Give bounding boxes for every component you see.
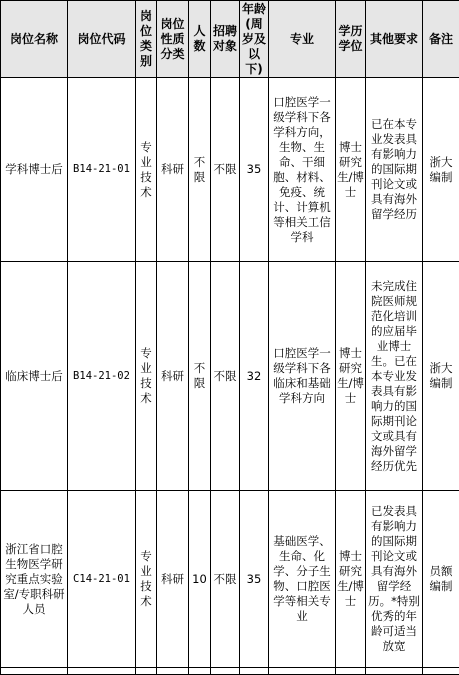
cell-nature: 科研 (157, 491, 189, 668)
cell-edu: 博士研究生/博士 (336, 491, 366, 668)
header-count: 人数 (189, 1, 211, 78)
cell-req: 已发表具有影响力的国际期刊论文或具有海外留学经历。*特别优秀的年龄可适当放宽 (366, 491, 423, 668)
header-edu: 学历学位 (336, 1, 366, 78)
cell-major: 基础医学、生命、化学、分子生物、口腔医学等相关专业 (269, 491, 336, 668)
cell-target: 不限 (211, 262, 240, 491)
header-target: 招聘对象 (211, 1, 240, 78)
cell-count: 不限 (189, 262, 211, 491)
header-nature: 岗位性质分类 (157, 1, 189, 78)
cell-req: 已在本专业发表具有影响力的国际期刊论文或具有海外留学经历 (366, 78, 423, 262)
cell-type: 专业技术 (136, 491, 157, 668)
header-name: 岗位名称 (1, 1, 68, 78)
table-row (1, 491, 459, 668)
cell-age: 35 (240, 78, 269, 262)
cell-major: 口腔医学一级学科下各学科方向，生物、生命、干细胞、材料、免疫、统计、计算机等相关工信学科 (269, 78, 336, 262)
cell-name: 临床博士后 (1, 262, 68, 491)
cell-name: 学科博士后 (1, 78, 68, 262)
cell-note: 浙大编制 (423, 262, 459, 491)
header-row (1, 1, 459, 78)
table-row-partial (1, 668, 459, 675)
cell-code: B14-21-01 (68, 78, 136, 262)
cell-code: B14-21-02 (68, 262, 136, 491)
cell-count: 不限 (189, 78, 211, 262)
header-req: 其他要求 (366, 1, 423, 78)
cell-target: 不限 (211, 491, 240, 668)
cell-age: 35 (240, 491, 269, 668)
cell-type: 专业技术 (136, 262, 157, 491)
table-row (1, 78, 459, 262)
cell-major: 口腔医学一级学科下各临床和基础学科方向 (269, 262, 336, 491)
cell-code: C14-21-01 (68, 491, 136, 668)
cell-name: 浙江省口腔生物医学研究重点实验室/专职科研人员 (1, 491, 68, 668)
cell-nature: 科研 (157, 78, 189, 262)
cell-type: 专业技术 (136, 78, 157, 262)
cell-age: 32 (240, 262, 269, 491)
header-major: 专业 (269, 1, 336, 78)
header-note: 备注 (423, 1, 459, 78)
header-code: 岗位代码 (68, 1, 136, 78)
cell-note: 浙大编制 (423, 78, 459, 262)
cell-nature: 科研 (157, 262, 189, 491)
cell-edu: 博士研究生/博士 (336, 78, 366, 262)
header-age: 年龄(周岁及以下) (240, 1, 269, 78)
table-row (1, 262, 459, 491)
header-type: 岗位类别 (136, 1, 157, 78)
cell-req: 未完成住院医师规范化培训的应届毕业博士生。已在本专业发表具有影响力的国际期刊论文或具有海外留学经历优先 (366, 262, 423, 491)
cell-edu: 博士研究生/博士 (336, 262, 366, 491)
cell-count: 10 (189, 491, 211, 668)
cell-note: 员额编制 (423, 491, 459, 668)
cell-target: 不限 (211, 78, 240, 262)
